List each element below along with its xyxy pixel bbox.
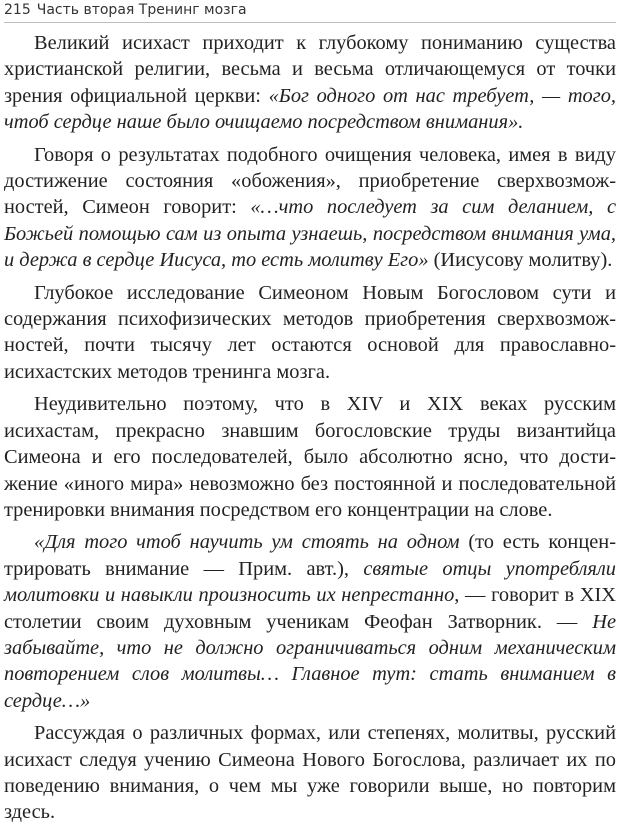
paragraph-1 — [4, 30, 616, 136]
text-run: Глубокое исследование Симеоном Новым Богословом сути и содержания психофизических методов приобретения сверхвозможностей, почти тысячу лет остаются основой для православно-исихастских методов тренинга мозга. — [4, 281, 616, 383]
paragraph-4 — [4, 391, 616, 523]
text-run: Рассуждая о различных формах, или степенях, молитвы, русский исихаст следуя учению Симеона Нового Богослова, различает их по поведению внимания, о чем мы уже говорили выше, но повторим здесь. — [4, 722, 616, 824]
running-title: Часть вторая Тренинг мозга — [36, 2, 247, 18]
text-run: (Иисусову молитву). — [428, 249, 613, 272]
italic-quote: святые отцы употребляли молитовки и навыкли произносить их непрестанно — [4, 557, 616, 607]
paragraph-2 — [4, 142, 616, 274]
page-number: 215 — [4, 2, 31, 18]
italic-quote: Не забывайте, что не должно ограничиваться одним механическим повторением слов молитвы… Главное тут: стать вниманием в сердце…» — [4, 610, 616, 712]
paragraph-3 — [4, 280, 616, 386]
text-run: Великий исихаст приходит к глубокому пониманию существа христианской религии, весьма и весьма отличающемуся от точки зрения официальной церкви: — [4, 32, 616, 107]
paragraph-6 — [4, 720, 616, 826]
text-run: (то есть концентрировать внимание — Прим. авт.), — [4, 531, 616, 580]
running-header — [4, 0, 616, 23]
italic-quote: «Бог одного от нас требует, — того, чтоб сердце наше было очищаемо посредством внимания». — [4, 84, 616, 134]
text-run: Неудивительно поэтому, что в XIV и XIX веках русским исихастам, прекрасно знавшим богословские труды византийца Симеона и его последователей, было абсолютно ясно, что достижение «иного мира» невозможно без постоянной и последовательной тренировки внимания посредством его концентрации на слове. — [4, 393, 616, 521]
body-text — [4, 30, 616, 826]
italic-quote: «…что последует за сим деланием, с Божьей помощью сам из опыта узнаешь, посредством внимания ума, и держа в сердце Иисуса, то есть молитву Его» — [4, 196, 617, 272]
text-run: Говоря о результатах подобного очищения человека, имея в виду достижение состояния «обожения», приобретение сверхвозможностей, Симеон говорит: — [4, 143, 616, 219]
text-run: , — говорит в XIX столетии своим духовным ученикам Феофан Затворник. — — [4, 584, 616, 633]
italic-quote: «Для того чтоб научить ум стоять на одном — [34, 531, 460, 554]
paragraph-5 — [4, 529, 616, 714]
